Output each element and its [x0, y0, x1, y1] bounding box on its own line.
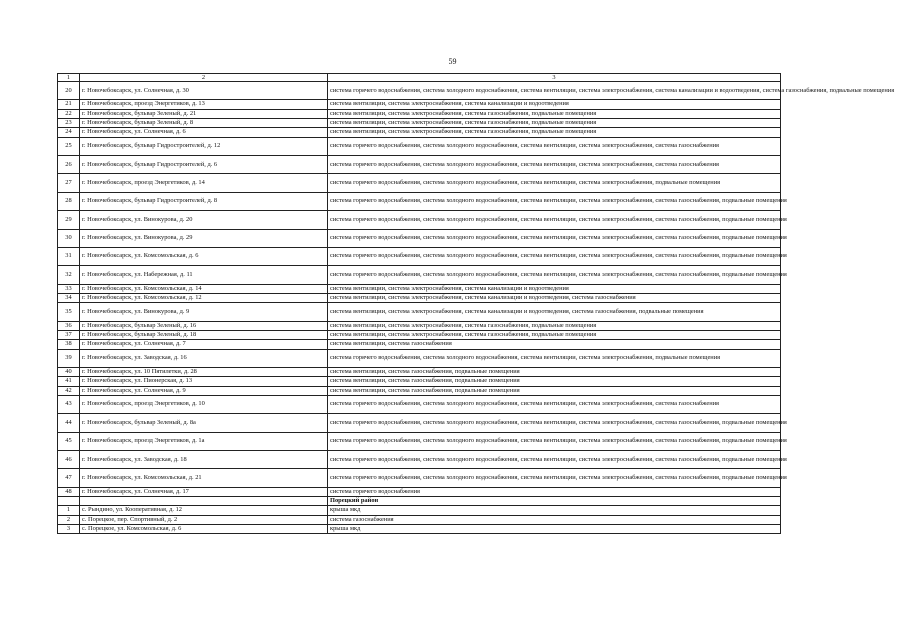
row-systems: система горячего водоснабжения, система холодного водоснабжения, система вентиляции, система электроснабжения, система канализации и водоотведения, система газоснабжения, подвальные помещения	[328, 82, 781, 100]
row-systems: система горячего водоснабжения, система холодного водоснабжения, система вентиляции, система электроснабжения, подвальные помещения	[328, 349, 781, 367]
table-row	[58, 82, 781, 100]
table-body	[58, 74, 895, 534]
table-row	[58, 525, 781, 534]
table-row	[58, 451, 781, 469]
table-row	[58, 432, 781, 450]
row-number: 38	[58, 340, 80, 349]
row-systems: система горячего водоснабжения, система холодного водоснабжения, система вентиляции, система электроснабжения, подвальные помещения	[328, 174, 781, 192]
row-number: 42	[58, 386, 80, 395]
row-systems: система вентиляции, система электроснабжения, система газоснабжения, подвальные помещения	[328, 109, 781, 118]
row-address: г. Новочебоксарск, ул. Заводская, д. 16	[80, 349, 328, 367]
row-systems: система горячего водоснабжения, система холодного водоснабжения, система вентиляции, система электроснабжения, система газоснабжения	[328, 155, 781, 173]
buildings-table	[57, 73, 895, 534]
table-row	[58, 100, 781, 109]
header-col-2: 2	[80, 74, 328, 82]
row-number: 34	[58, 294, 80, 303]
row-systems: система горячего водоснабжения, система холодного водоснабжения, система вентиляции, система электроснабжения, система газоснабжения, подвальные помещения	[328, 432, 781, 450]
row-number: 1	[58, 506, 80, 515]
table-row	[58, 192, 781, 210]
row-systems: система вентиляции, система электроснабжения, система газоснабжения, подвальные помещения	[328, 128, 781, 137]
row-systems: система вентиляции, система электроснабжения, система канализации и водоотведения, система газоснабжения	[328, 294, 781, 303]
row-address: г. Новочебоксарск, бульвар Зеленый, д. 8	[80, 118, 328, 127]
row-number: 21	[58, 100, 80, 109]
row-address: г. Новочебоксарск, ул. Пионерская, д. 13	[80, 377, 328, 386]
row-address: г. Новочебоксарск, бульвар Зеленый, д. 8а	[80, 414, 328, 432]
row-systems: система горячего водоснабжения, система холодного водоснабжения, система вентиляции, система электроснабжения, система газоснабжения, подвальные помещения	[328, 247, 781, 265]
row-address: с. Рындино, ул. Кооперативная, д. 12	[80, 506, 328, 515]
row-address: г. Новочебоксарск, ул. Комсомольская, д. 12	[80, 294, 328, 303]
row-number: 20	[58, 82, 80, 100]
row-systems: система вентиляции, система электроснабжения, система газоснабжения, подвальные помещения	[328, 321, 781, 330]
row-number: 41	[58, 377, 80, 386]
row-address: г. Новочебоксарск, ул. Заводская, д. 18	[80, 451, 328, 469]
table-row	[58, 414, 781, 432]
table-row	[58, 386, 781, 395]
table-row	[58, 377, 781, 386]
row-number: 25	[58, 137, 80, 155]
row-number: 47	[58, 469, 80, 487]
row-address: г. Новочебоксарск, проезд Энергетиков, д. 1а	[80, 432, 328, 450]
row-address: г. Новочебоксарск, ул. Набережная, д. 11	[80, 266, 328, 284]
table-row	[58, 284, 781, 293]
table-row	[58, 118, 781, 127]
section-empty-cell	[58, 497, 80, 506]
row-address: г. Новочебоксарск, бульвар Гидростроителей, д. 8	[80, 192, 328, 210]
row-systems: система вентиляции, система электроснабжения, система газоснабжения, подвальные помещения	[328, 330, 781, 339]
table-row	[58, 155, 781, 173]
row-systems: система горячего водоснабжения, система холодного водоснабжения, система вентиляции, система электроснабжения, система газоснабжения, подвальные помещения	[328, 229, 781, 247]
row-number: 33	[58, 284, 80, 293]
table-row	[58, 321, 781, 330]
row-systems: система горячего водоснабжения, система холодного водоснабжения, система вентиляции, система электроснабжения, система газоснабжения, подвальные помещения	[328, 469, 781, 487]
row-systems: система вентиляции, система газоснабжения, подвальные помещения	[328, 386, 781, 395]
row-number: 24	[58, 128, 80, 137]
row-address: г. Новочебоксарск, ул. Винокурова, д. 9	[80, 303, 328, 321]
row-number: 31	[58, 247, 80, 265]
row-address: г. Новочебоксарск, бульвар Гидростроителей, д. 12	[80, 137, 328, 155]
table-row	[58, 137, 781, 155]
row-address: г. Новочебоксарск, проезд Энергетиков, д. 10	[80, 395, 328, 413]
row-systems: система горячего водоснабжения, система холодного водоснабжения, система вентиляции, система электроснабжения, система газоснабжения	[328, 395, 781, 413]
row-address: г. Новочебоксарск, бульвар Зеленый, д. 18	[80, 330, 328, 339]
row-address: г. Новочебоксарск, проезд Энергетиков, д. 13	[80, 100, 328, 109]
row-number: 28	[58, 192, 80, 210]
table-row	[58, 303, 781, 321]
row-systems: система вентиляции, система газоснабжения, подвальные помещения	[328, 377, 781, 386]
row-number: 40	[58, 367, 80, 376]
row-address: с. Порецкое, пер. Спортивный, д. 2	[80, 515, 328, 524]
table-row	[58, 395, 781, 413]
row-address: г. Новочебоксарск, ул. Комсомольская, д. 21	[80, 469, 328, 487]
table-row	[58, 266, 781, 284]
row-systems: система горячего водоснабжения, система холодного водоснабжения, система вентиляции, система электроснабжения, система газоснабжения, подвальные помещения	[328, 414, 781, 432]
section-empty-cell	[80, 497, 328, 506]
row-number: 39	[58, 349, 80, 367]
row-systems: система вентиляции, система электроснабжения, система газоснабжения, подвальные помещения	[328, 118, 781, 127]
table-row	[58, 506, 781, 515]
table-row	[58, 340, 781, 349]
row-address: г. Новочебоксарск, бульвар Гидростроителей, д. 6	[80, 155, 328, 173]
row-systems: система вентиляции, система электроснабжения, система канализации и водоотведения	[328, 100, 781, 109]
row-number: 43	[58, 395, 80, 413]
row-address: г. Новочебоксарск, ул. Комсомольская, д. 6	[80, 247, 328, 265]
row-address: г. Новочебоксарск, проезд Энергетиков, д. 14	[80, 174, 328, 192]
row-address: г. Новочебоксарск, ул. Солнечная, д. 7	[80, 340, 328, 349]
row-address: г. Новочебоксарск, ул. 10 Пятилетки, д. 28	[80, 367, 328, 376]
row-systems: крыша мкд	[328, 525, 781, 534]
section-title: Порецкий район	[328, 497, 781, 506]
table-row	[58, 128, 781, 137]
row-number: 23	[58, 118, 80, 127]
row-number: 44	[58, 414, 80, 432]
row-address: г. Новочебоксарск, ул. Солнечная, д. 9	[80, 386, 328, 395]
header-col-1: 1	[58, 74, 80, 82]
row-systems: система горячего водоснабжения, система холодного водоснабжения, система вентиляции, система электроснабжения, система газоснабжения, подвальные помещения	[328, 266, 781, 284]
row-address: г. Новочебоксарск, ул. Солнечная, д. 6	[80, 128, 328, 137]
row-address: г. Новочебоксарск, бульвар Зеленый, д. 16	[80, 321, 328, 330]
row-number: 48	[58, 487, 80, 496]
row-systems: система вентиляции, система газоснабжения	[328, 340, 781, 349]
row-systems: система горячего водоснабжения, система холодного водоснабжения, система вентиляции, система электроснабжения, система газоснабжения, подвальные помещения	[328, 192, 781, 210]
table-row	[58, 211, 781, 229]
row-systems: система горячего водоснабжения	[328, 487, 781, 496]
row-address: г. Новочебоксарск, ул. Винокурова, д. 29	[80, 229, 328, 247]
row-address: г. Новочебоксарск, ул. Солнечная, д. 30	[80, 82, 328, 100]
row-systems: крыша мкд	[328, 506, 781, 515]
row-number: 26	[58, 155, 80, 173]
table-header-row	[58, 74, 781, 82]
row-number: 27	[58, 174, 80, 192]
table-row	[58, 515, 781, 524]
table-row	[58, 247, 781, 265]
row-address: с. Порецкое, ул. Комсомольская, д. 6	[80, 525, 328, 534]
row-number: 46	[58, 451, 80, 469]
table-row	[58, 349, 781, 367]
table-row	[58, 109, 781, 118]
row-number: 3	[58, 525, 80, 534]
row-systems: система горячего водоснабжения, система холодного водоснабжения, система вентиляции, система электроснабжения, система газоснабжения, подвальные помещения	[328, 211, 781, 229]
row-systems: система горячего водоснабжения, система холодного водоснабжения, система вентиляции, система электроснабжения, система газоснабжения, подвальные помещения	[328, 451, 781, 469]
row-number: 2	[58, 515, 80, 524]
row-number: 32	[58, 266, 80, 284]
table-row	[58, 487, 781, 496]
table-row	[58, 174, 781, 192]
row-number: 30	[58, 229, 80, 247]
row-address: г. Новочебоксарск, ул. Винокурова, д. 20	[80, 211, 328, 229]
table-row	[58, 469, 781, 487]
table-row	[58, 367, 781, 376]
row-number: 29	[58, 211, 80, 229]
row-number: 22	[58, 109, 80, 118]
row-number: 37	[58, 330, 80, 339]
row-address: г. Новочебоксарск, ул. Солнечная, д. 17	[80, 487, 328, 496]
row-address: г. Новочебоксарск, ул. Комсомольская, д. 14	[80, 284, 328, 293]
row-systems: система вентиляции, система электроснабжения, система канализации и водоотведения	[328, 284, 781, 293]
row-systems: система вентиляции, система газоснабжения, подвальные помещения	[328, 367, 781, 376]
row-systems: система горячего водоснабжения, система холодного водоснабжения, система вентиляции, система электроснабжения, система газоснабжения	[328, 137, 781, 155]
row-address: г. Новочебоксарск, бульвар Зеленый, д. 21	[80, 109, 328, 118]
row-number: 35	[58, 303, 80, 321]
row-systems: система вентиляции, система электроснабжения, система канализации и водоотведения, система газоснабжения, подвальные помещения	[328, 303, 781, 321]
header-col-3: 3	[328, 74, 781, 82]
table-row	[58, 229, 781, 247]
row-number: 36	[58, 321, 80, 330]
row-systems: система газоснабжения	[328, 515, 781, 524]
table-row	[58, 294, 781, 303]
section-row	[58, 497, 781, 506]
page-number: 59	[448, 57, 457, 66]
row-number: 45	[58, 432, 80, 450]
table-row	[58, 330, 781, 339]
